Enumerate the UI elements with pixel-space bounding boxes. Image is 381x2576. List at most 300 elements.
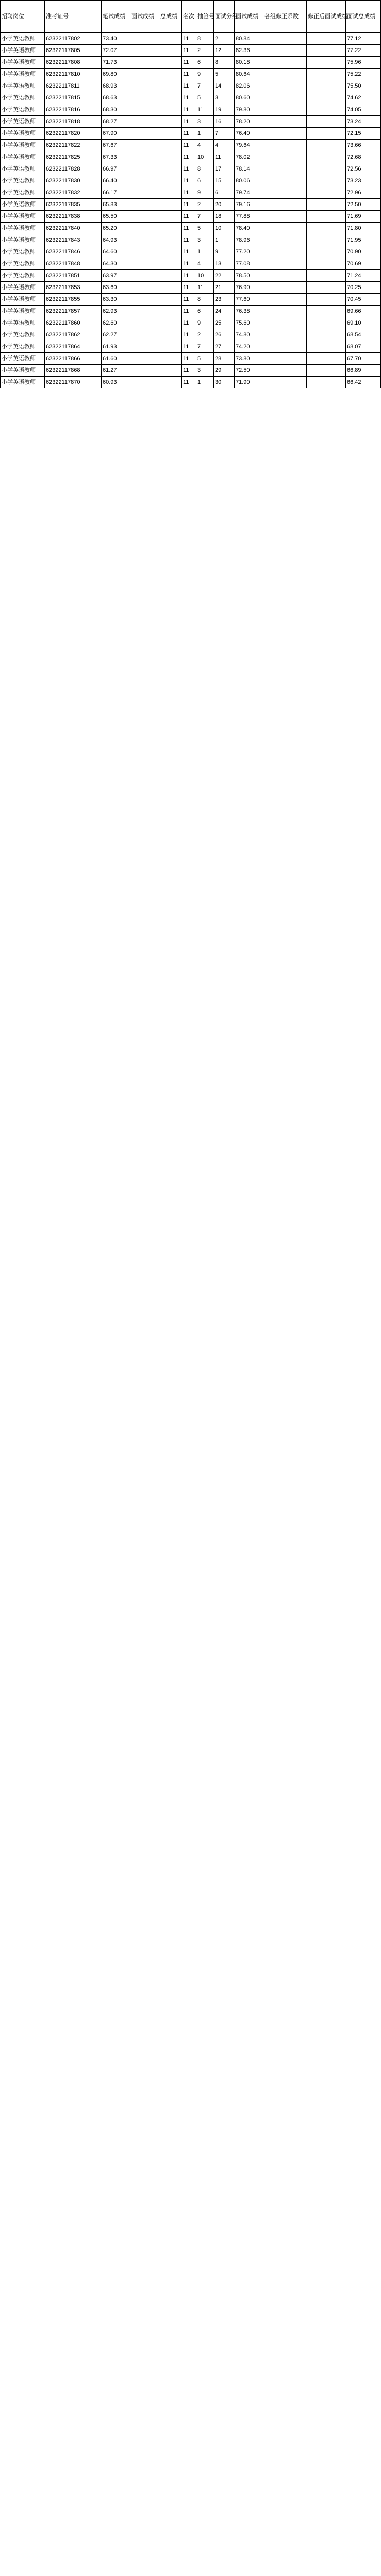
table-row xyxy=(1,175,381,187)
table-cell xyxy=(263,234,307,246)
table-cell: 3 xyxy=(196,234,214,246)
table-cell: 75.50 xyxy=(346,80,381,92)
table-cell: 小学英语教师 xyxy=(1,116,45,128)
header-cell: 面试分组 xyxy=(214,1,235,33)
table-cell: 68.93 xyxy=(102,80,130,92)
table-cell: 70.25 xyxy=(346,282,381,294)
table-cell xyxy=(130,353,159,365)
table-cell xyxy=(159,80,182,92)
table-cell: 11 xyxy=(214,151,235,163)
table-cell xyxy=(263,365,307,377)
table-cell xyxy=(130,294,159,306)
table-cell xyxy=(130,69,159,80)
table-row xyxy=(1,69,381,80)
table-cell xyxy=(307,69,346,80)
table-cell: 11 xyxy=(182,365,196,377)
table-cell xyxy=(130,329,159,341)
table-cell: 小学英语教师 xyxy=(1,199,45,211)
table-cell: 小学英语教师 xyxy=(1,317,45,329)
table-cell xyxy=(307,128,346,140)
header-cell: 准考证号 xyxy=(45,1,102,33)
header-cell: 招聘岗位 xyxy=(1,1,45,33)
table-cell xyxy=(263,223,307,234)
table-cell: 27 xyxy=(214,341,235,353)
table-cell: 11 xyxy=(182,329,196,341)
table-cell: 70.45 xyxy=(346,294,381,306)
table-cell: 11 xyxy=(182,116,196,128)
table-cell: 小学英语教师 xyxy=(1,365,45,377)
table-cell xyxy=(263,199,307,211)
table-cell: 62322117857 xyxy=(45,306,102,317)
table-cell: 小学英语教师 xyxy=(1,306,45,317)
table-row xyxy=(1,353,381,365)
table-cell: 小学英语教师 xyxy=(1,341,45,353)
table-cell: 3 xyxy=(196,116,214,128)
table-row xyxy=(1,317,381,329)
table-cell: 小学英语教师 xyxy=(1,377,45,388)
table-cell: 61.60 xyxy=(102,353,130,365)
table-cell xyxy=(263,104,307,116)
table-cell xyxy=(159,341,182,353)
table-cell: 62.93 xyxy=(102,306,130,317)
table-cell: 72.96 xyxy=(346,187,381,199)
header-cell: 笔试成绩 xyxy=(102,1,130,33)
table-cell: 11 xyxy=(182,80,196,92)
table-cell: 79.64 xyxy=(235,140,263,151)
table-cell xyxy=(263,306,307,317)
table-cell: 77.12 xyxy=(346,33,381,45)
table-cell xyxy=(159,163,182,175)
table-cell: 11 xyxy=(182,341,196,353)
table-cell xyxy=(263,128,307,140)
table-cell: 30 xyxy=(214,377,235,388)
table-cell: 62322117818 xyxy=(45,116,102,128)
table-body xyxy=(1,33,381,388)
table-cell: 11 xyxy=(182,377,196,388)
table-cell: 79.16 xyxy=(235,199,263,211)
table-cell: 11 xyxy=(182,211,196,223)
header-cell: 各组修正系数 xyxy=(263,1,307,33)
table-cell xyxy=(307,365,346,377)
table-cell: 65.50 xyxy=(102,211,130,223)
table-cell xyxy=(263,69,307,80)
table-cell: 62322117862 xyxy=(45,329,102,341)
table-cell: 80.64 xyxy=(235,69,263,80)
header-cell: 修正后面试成绩 xyxy=(307,1,346,33)
table-cell: 77.22 xyxy=(346,45,381,57)
table-cell: 76.90 xyxy=(235,282,263,294)
table-cell xyxy=(159,175,182,187)
table-cell: 62322117835 xyxy=(45,199,102,211)
table-row xyxy=(1,187,381,199)
table-cell: 11 xyxy=(182,33,196,45)
table-cell xyxy=(307,45,346,57)
table-cell xyxy=(159,365,182,377)
table-cell xyxy=(263,294,307,306)
table-cell: 68.63 xyxy=(102,92,130,104)
table-cell: 小学英语教师 xyxy=(1,175,45,187)
table-cell xyxy=(159,92,182,104)
table-cell xyxy=(130,223,159,234)
table-cell: 62322117846 xyxy=(45,246,102,258)
table-cell xyxy=(159,258,182,270)
table-cell: 1 xyxy=(214,234,235,246)
table-cell: 72.15 xyxy=(346,128,381,140)
table-cell: 78.40 xyxy=(235,223,263,234)
header-cell: 面试成绩 xyxy=(130,1,159,33)
table-cell: 80.06 xyxy=(235,175,263,187)
table-cell: 2 xyxy=(214,33,235,45)
table-cell: 1 xyxy=(196,246,214,258)
table-cell: 60.93 xyxy=(102,377,130,388)
table-cell: 小学英语教师 xyxy=(1,163,45,175)
table-cell: 62322117853 xyxy=(45,282,102,294)
table-cell xyxy=(159,116,182,128)
table-cell: 11 xyxy=(182,246,196,258)
table-cell: 11 xyxy=(182,163,196,175)
table-cell: 62322117860 xyxy=(45,317,102,329)
table-cell: 小学英语教师 xyxy=(1,270,45,282)
table-row xyxy=(1,270,381,282)
table-cell xyxy=(159,199,182,211)
table-cell: 6 xyxy=(196,175,214,187)
table-cell: 17 xyxy=(214,163,235,175)
table-cell: 62322117868 xyxy=(45,365,102,377)
table-cell xyxy=(130,270,159,282)
table-cell: 26 xyxy=(214,329,235,341)
table-cell xyxy=(263,187,307,199)
table-cell xyxy=(307,199,346,211)
table-cell: 62322117815 xyxy=(45,92,102,104)
table-cell: 75.60 xyxy=(235,317,263,329)
header-cell: 总成绩 xyxy=(159,1,182,33)
table-cell: 68.54 xyxy=(346,329,381,341)
table-cell: 18 xyxy=(214,211,235,223)
table-cell: 62322117843 xyxy=(45,234,102,246)
table-cell: 73.66 xyxy=(346,140,381,151)
table-cell: 62322117830 xyxy=(45,175,102,187)
table-cell: 74.20 xyxy=(235,341,263,353)
table-cell: 79.80 xyxy=(235,104,263,116)
table-cell xyxy=(159,128,182,140)
table-row xyxy=(1,140,381,151)
table-cell: 76.40 xyxy=(235,128,263,140)
table-cell: 62322117811 xyxy=(45,80,102,92)
table-cell: 23 xyxy=(214,294,235,306)
table-row xyxy=(1,128,381,140)
table-cell: 73.80 xyxy=(235,353,263,365)
table-cell xyxy=(130,175,159,187)
table-cell: 5 xyxy=(196,353,214,365)
table-cell: 小学英语教师 xyxy=(1,353,45,365)
table-cell xyxy=(130,151,159,163)
table-cell xyxy=(307,329,346,341)
table-cell: 11 xyxy=(182,234,196,246)
table-cell xyxy=(307,234,346,246)
table-cell xyxy=(130,57,159,69)
table-cell: 8 xyxy=(196,163,214,175)
table-cell: 11 xyxy=(182,199,196,211)
table-cell xyxy=(130,282,159,294)
table-cell xyxy=(130,199,159,211)
header-cell: 抽签号 xyxy=(196,1,214,33)
table-cell: 小学英语教师 xyxy=(1,223,45,234)
table-cell xyxy=(263,175,307,187)
table-cell: 小学英语教师 xyxy=(1,258,45,270)
table-cell: 小学英语教师 xyxy=(1,187,45,199)
table-cell xyxy=(307,341,346,353)
table-row xyxy=(1,246,381,258)
table-cell: 11 xyxy=(182,317,196,329)
table-cell xyxy=(263,246,307,258)
table-cell xyxy=(159,187,182,199)
table-cell xyxy=(159,151,182,163)
table-cell: 72.56 xyxy=(346,163,381,175)
table-cell xyxy=(159,33,182,45)
table-cell xyxy=(159,57,182,69)
table-cell: 19 xyxy=(214,104,235,116)
table-cell xyxy=(307,294,346,306)
table-cell: 67.33 xyxy=(102,151,130,163)
table-cell: 21 xyxy=(214,282,235,294)
table-cell: 8 xyxy=(196,294,214,306)
table-cell: 8 xyxy=(214,57,235,69)
table-cell: 62322117866 xyxy=(45,353,102,365)
table-cell xyxy=(263,317,307,329)
table-cell: 12 xyxy=(214,45,235,57)
table-cell: 小学英语教师 xyxy=(1,69,45,80)
table-cell: 67.70 xyxy=(346,353,381,365)
table-cell: 75.22 xyxy=(346,69,381,80)
table-cell: 80.84 xyxy=(235,33,263,45)
table-cell: 62322117802 xyxy=(45,33,102,45)
table-cell: 11 xyxy=(182,140,196,151)
table-row xyxy=(1,258,381,270)
table-cell xyxy=(159,294,182,306)
table-cell: 62322117838 xyxy=(45,211,102,223)
table-cell xyxy=(130,258,159,270)
table-cell: 69.10 xyxy=(346,317,381,329)
table-cell: 11 xyxy=(182,92,196,104)
table-cell: 10 xyxy=(196,270,214,282)
table-cell: 80.18 xyxy=(235,57,263,69)
table-cell: 68.07 xyxy=(346,341,381,353)
table-cell xyxy=(307,57,346,69)
table-cell xyxy=(159,246,182,258)
table-cell xyxy=(263,33,307,45)
table-cell: 13 xyxy=(214,258,235,270)
table-cell: 73.24 xyxy=(346,116,381,128)
table-row xyxy=(1,92,381,104)
table-cell xyxy=(263,341,307,353)
table-cell: 15 xyxy=(214,175,235,187)
table-cell: 5 xyxy=(196,223,214,234)
table-cell xyxy=(263,45,307,57)
table-cell: 24 xyxy=(214,306,235,317)
table-cell xyxy=(307,116,346,128)
table-cell: 28 xyxy=(214,353,235,365)
table-cell: 8 xyxy=(196,33,214,45)
table-cell: 25 xyxy=(214,317,235,329)
table-cell: 11 xyxy=(182,45,196,57)
table-cell: 78.96 xyxy=(235,234,263,246)
table-cell: 11 xyxy=(196,104,214,116)
table-cell: 71.95 xyxy=(346,234,381,246)
table-cell: 10 xyxy=(214,223,235,234)
table-cell xyxy=(130,187,159,199)
table-cell: 71.69 xyxy=(346,211,381,223)
table-cell xyxy=(130,116,159,128)
table-cell xyxy=(263,211,307,223)
table-cell xyxy=(159,317,182,329)
table-cell: 小学英语教师 xyxy=(1,151,45,163)
table-cell: 62322117808 xyxy=(45,57,102,69)
table-cell: 69.80 xyxy=(102,69,130,80)
table-cell: 72.50 xyxy=(235,365,263,377)
table-row xyxy=(1,223,381,234)
table-row xyxy=(1,104,381,116)
table-cell: 74.80 xyxy=(235,329,263,341)
table-cell xyxy=(263,270,307,282)
table-cell: 62.27 xyxy=(102,329,130,341)
table-cell xyxy=(263,80,307,92)
table-cell xyxy=(307,246,346,258)
table-cell: 62.60 xyxy=(102,317,130,329)
table-cell xyxy=(263,377,307,388)
table-cell: 11 xyxy=(182,223,196,234)
table-cell xyxy=(159,306,182,317)
table-cell: 71.73 xyxy=(102,57,130,69)
table-cell: 77.20 xyxy=(235,246,263,258)
table-cell: 1 xyxy=(196,128,214,140)
table-cell xyxy=(307,377,346,388)
table-cell xyxy=(307,270,346,282)
table-cell xyxy=(159,353,182,365)
table-cell xyxy=(307,104,346,116)
table-row xyxy=(1,116,381,128)
table-cell xyxy=(263,282,307,294)
table-cell xyxy=(159,377,182,388)
table-cell: 11 xyxy=(182,270,196,282)
table-cell: 68.30 xyxy=(102,104,130,116)
table-cell xyxy=(307,33,346,45)
table-cell xyxy=(263,353,307,365)
table-cell xyxy=(307,223,346,234)
table-cell: 20 xyxy=(214,199,235,211)
table-cell: 79.74 xyxy=(235,187,263,199)
table-cell: 72.50 xyxy=(346,199,381,211)
table-cell: 62322117816 xyxy=(45,104,102,116)
table-cell xyxy=(130,140,159,151)
table-cell: 5 xyxy=(196,92,214,104)
table-cell: 4 xyxy=(196,258,214,270)
table-cell xyxy=(130,45,159,57)
table-cell: 80.60 xyxy=(235,92,263,104)
table-cell: 2 xyxy=(196,329,214,341)
table-cell xyxy=(159,270,182,282)
table-cell: 67.67 xyxy=(102,140,130,151)
table-row xyxy=(1,234,381,246)
table-cell xyxy=(307,258,346,270)
table-cell: 72.68 xyxy=(346,151,381,163)
table-cell xyxy=(263,116,307,128)
table-cell: 66.40 xyxy=(102,175,130,187)
table-cell: 74.05 xyxy=(346,104,381,116)
table-cell: 78.50 xyxy=(235,270,263,282)
table-cell xyxy=(307,163,346,175)
table-cell xyxy=(130,234,159,246)
table-cell: 73.40 xyxy=(102,33,130,45)
table-cell: 77.88 xyxy=(235,211,263,223)
table-cell: 11 xyxy=(182,187,196,199)
table-cell: 11 xyxy=(182,57,196,69)
header-cell: 面试成绩 xyxy=(235,1,263,33)
table-cell: 2 xyxy=(196,45,214,57)
table-cell: 小学英语教师 xyxy=(1,57,45,69)
table-cell: 9 xyxy=(196,317,214,329)
table-cell xyxy=(130,341,159,353)
table-cell: 70.69 xyxy=(346,258,381,270)
table-cell xyxy=(307,306,346,317)
table-cell: 71.90 xyxy=(235,377,263,388)
table-cell: 7 xyxy=(214,128,235,140)
table-cell: 6 xyxy=(196,306,214,317)
table-cell: 11 xyxy=(196,282,214,294)
table-cell xyxy=(307,140,346,151)
table-cell xyxy=(130,92,159,104)
table-cell: 62322117864 xyxy=(45,341,102,353)
table-cell xyxy=(307,282,346,294)
table-cell: 64.93 xyxy=(102,234,130,246)
table-cell: 11 xyxy=(182,175,196,187)
table-cell xyxy=(159,223,182,234)
table-cell: 71.24 xyxy=(346,270,381,282)
table-row xyxy=(1,341,381,353)
table-row xyxy=(1,306,381,317)
table-cell: 2 xyxy=(196,199,214,211)
table-cell xyxy=(307,92,346,104)
table-cell: 63.97 xyxy=(102,270,130,282)
table-cell xyxy=(307,80,346,92)
table-cell xyxy=(130,246,159,258)
table-row xyxy=(1,329,381,341)
table-cell: 小学英语教师 xyxy=(1,45,45,57)
table-cell: 77.60 xyxy=(235,294,263,306)
table-cell xyxy=(159,140,182,151)
table-cell: 66.17 xyxy=(102,187,130,199)
table-cell: 5 xyxy=(214,69,235,80)
table-cell: 11 xyxy=(182,69,196,80)
table-cell xyxy=(130,163,159,175)
table-cell xyxy=(263,151,307,163)
table-row xyxy=(1,199,381,211)
table-cell: 62322117822 xyxy=(45,140,102,151)
table-cell xyxy=(130,365,159,377)
table-cell: 11 xyxy=(182,128,196,140)
table-cell: 小学英语教师 xyxy=(1,294,45,306)
table-cell: 62322117870 xyxy=(45,377,102,388)
table-cell: 22 xyxy=(214,270,235,282)
table-cell: 65.83 xyxy=(102,199,130,211)
table-cell: 61.27 xyxy=(102,365,130,377)
table-cell: 9 xyxy=(196,187,214,199)
table-cell: 64.60 xyxy=(102,246,130,258)
table-cell: 74.62 xyxy=(346,92,381,104)
header-row xyxy=(1,1,381,33)
table-cell: 11 xyxy=(182,258,196,270)
table-cell xyxy=(263,163,307,175)
table-cell: 69.66 xyxy=(346,306,381,317)
